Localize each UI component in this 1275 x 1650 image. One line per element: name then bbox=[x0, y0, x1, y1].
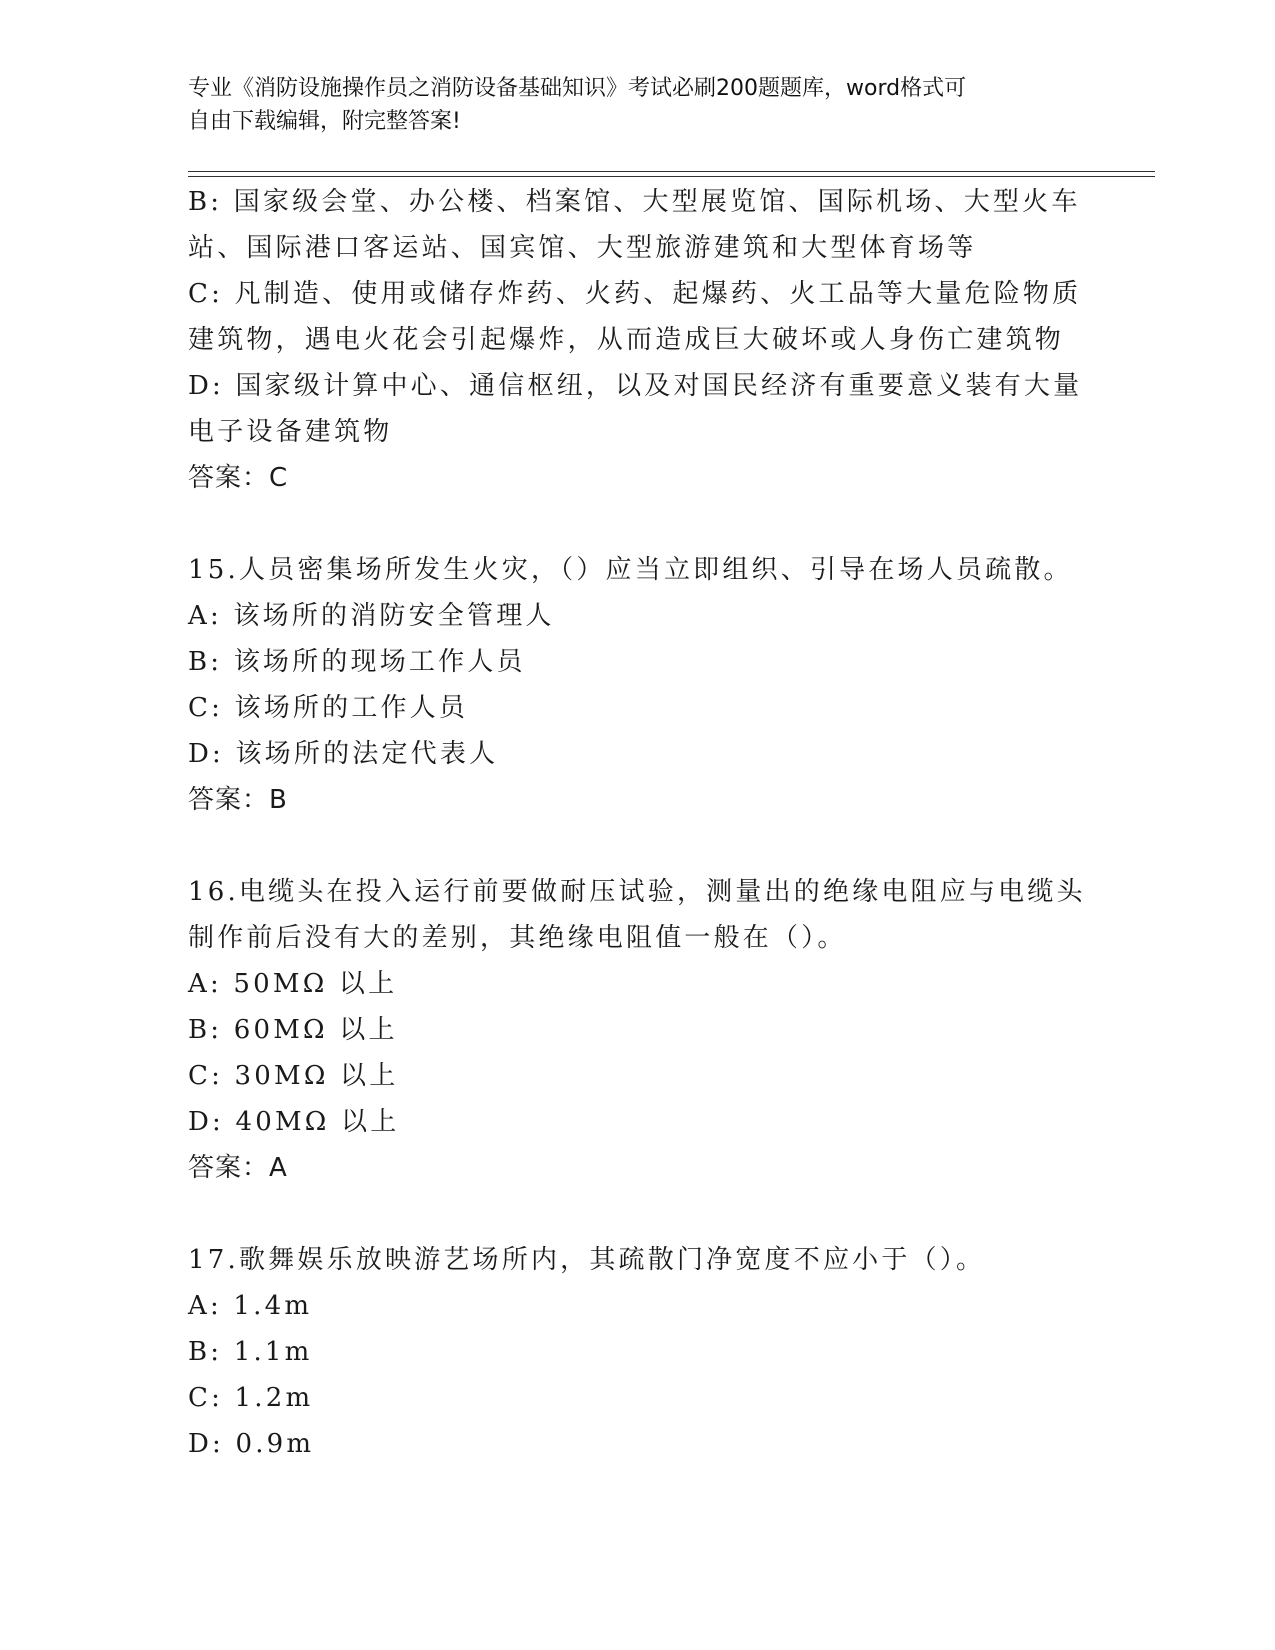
question-text: 15.人员密集场所发生火灾，（）应当立即组织、引导在场人员疏散。 bbox=[188, 555, 1073, 585]
option-d: D: 40MΩ 以上 bbox=[188, 1107, 400, 1137]
spacer bbox=[188, 1191, 1088, 1237]
document-header bbox=[188, 72, 1088, 138]
option-c: C: 该场所的工作人员 bbox=[188, 693, 469, 723]
answer-line: 答案：A bbox=[188, 1153, 288, 1183]
option-b: B: 60MΩ 以上 bbox=[188, 1015, 398, 1045]
previous-question-options bbox=[188, 179, 1088, 501]
answer-line: 答案：C bbox=[188, 463, 289, 493]
header-divider-top bbox=[188, 171, 1155, 172]
option-d-line-1: D: 国家级计算中心、通信枢纽，以及对国民经济有重要意义装有大量 bbox=[188, 371, 1083, 401]
option-d: D: 该场所的法定代表人 bbox=[188, 739, 499, 769]
question-content bbox=[188, 179, 1088, 1467]
header-line-2: 自由下载编辑，附完整答案! bbox=[188, 109, 461, 134]
header-divider-bottom bbox=[188, 176, 1155, 177]
option-a: A: 50MΩ 以上 bbox=[188, 969, 398, 999]
option-a: A: 该场所的消防安全管理人 bbox=[188, 601, 555, 631]
question-text-line-1: 16.电缆头在投入运行前要做耐压试验，测量出的绝缘电阻应与电缆头 bbox=[188, 877, 1086, 907]
option-d-line-2: 电子设备建筑物 bbox=[188, 417, 393, 447]
option-d: D: 0.9m bbox=[188, 1429, 315, 1459]
option-b: B: 1.1m bbox=[188, 1337, 313, 1367]
question-16 bbox=[188, 869, 1088, 1191]
answer-line: 答案：B bbox=[188, 785, 288, 815]
option-c: C: 1.2m bbox=[188, 1383, 314, 1413]
option-c-line-1: C: 凡制造、使用或储存炸药、火药、起爆药、火工品等大量危险物质 bbox=[188, 279, 1082, 309]
question-15 bbox=[188, 547, 1088, 823]
option-c: C: 30MΩ 以上 bbox=[188, 1061, 399, 1091]
spacer bbox=[188, 501, 1088, 547]
option-b-line-2: 站、国际港口客运站、国宾馆、大型旅游建筑和大型体育场等 bbox=[188, 233, 977, 263]
option-a: A: 1.4m bbox=[188, 1291, 313, 1321]
question-text-line-2: 制作前后没有大的差别，其绝缘电阻值一般在（）。 bbox=[188, 923, 847, 953]
option-b: B: 该场所的现场工作人员 bbox=[188, 647, 526, 677]
option-c-line-2: 建筑物，遇电火花会引起爆炸，从而造成巨大破坏或人身伤亡建筑物 bbox=[188, 325, 1065, 355]
question-text: 17.歌舞娱乐放映游艺场所内，其疏散门净宽度不应小于（）。 bbox=[188, 1245, 986, 1275]
question-17 bbox=[188, 1237, 1088, 1467]
header-line-1: 专业《消防设施操作员之消防设备基础知识》考试必刷200题题库，word格式可 bbox=[188, 76, 967, 101]
option-b-line-1: B: 国家级会堂、办公楼、档案馆、大型展览馆、国际机场、大型火车 bbox=[188, 187, 1081, 217]
spacer bbox=[188, 823, 1088, 869]
